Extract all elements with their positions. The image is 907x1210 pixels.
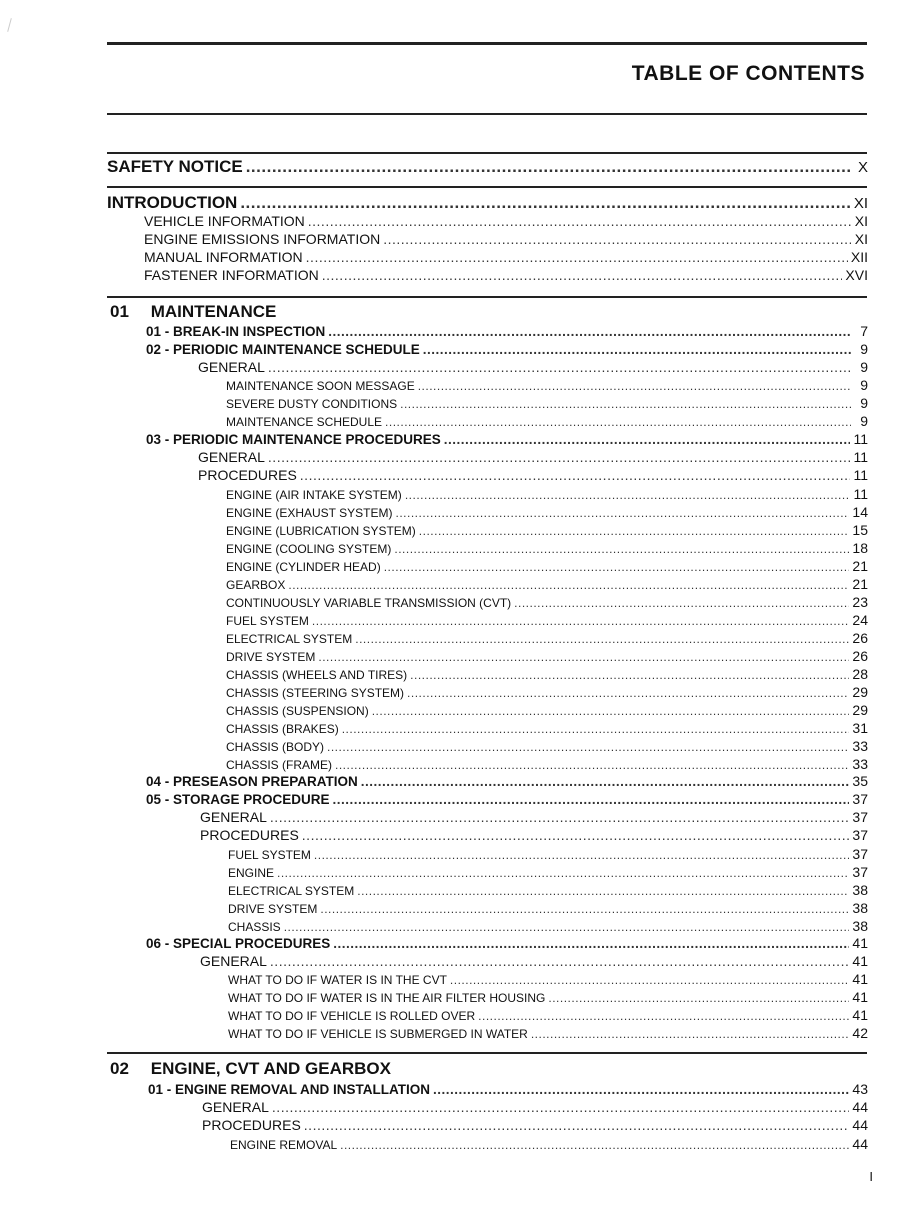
toc-entry[interactable] bbox=[226, 504, 868, 520]
entry-label: DRIVE SYSTEM bbox=[226, 650, 316, 664]
leader-dots bbox=[300, 467, 851, 483]
leader-dots bbox=[418, 379, 851, 393]
entry-page: 24 bbox=[852, 612, 868, 628]
entry-page: XI bbox=[854, 213, 868, 229]
leader-dots bbox=[240, 193, 850, 213]
section-rule bbox=[107, 152, 867, 154]
entry-label: INTRODUCTION bbox=[107, 193, 238, 212]
toc-entry[interactable] bbox=[226, 756, 868, 772]
leader-dots bbox=[328, 324, 851, 339]
chapter-heading-01[interactable] bbox=[110, 302, 276, 322]
leader-dots bbox=[423, 342, 851, 357]
entry-label: GENERAL bbox=[202, 1099, 269, 1115]
toc-entry[interactable] bbox=[226, 702, 868, 718]
leader-dots bbox=[531, 1027, 850, 1041]
toc-entry[interactable] bbox=[226, 630, 868, 646]
entry-label: CHASSIS (STEERING SYSTEM) bbox=[226, 686, 405, 700]
entry-label: ENGINE (LUBRICATION SYSTEM) bbox=[226, 524, 416, 538]
toc-entry-intro[interactable] bbox=[144, 213, 868, 229]
entry-label: CHASSIS bbox=[228, 920, 281, 934]
entry-page: XII bbox=[850, 249, 868, 265]
entry-page: 9 bbox=[860, 341, 868, 357]
toc-entry-safety-notice[interactable] bbox=[107, 157, 868, 177]
entry-label: CONTINUOUSLY VARIABLE TRANSMISSION (CVT) bbox=[226, 596, 512, 610]
entry-page: 33 bbox=[852, 738, 868, 754]
entry-label: CHASSIS (WHEELS AND TIRES) bbox=[226, 668, 408, 682]
leader-dots bbox=[277, 866, 849, 880]
entry-page: 21 bbox=[852, 576, 868, 592]
entry-page: 18 bbox=[852, 540, 868, 556]
entry-page: 9 bbox=[860, 413, 868, 429]
leader-dots bbox=[340, 1138, 849, 1152]
entry-page: 11 bbox=[853, 486, 868, 502]
entry-page: 37 bbox=[852, 846, 868, 862]
page-title: TABLE OF CONTENTS bbox=[631, 62, 865, 85]
chapter-rule bbox=[107, 296, 867, 298]
entry-page: 41 bbox=[852, 971, 868, 987]
entry-page: 31 bbox=[852, 720, 868, 736]
toc-entry[interactable] bbox=[228, 971, 868, 987]
entry-label: CHASSIS (SUSPENSION) bbox=[226, 704, 369, 718]
entry-page: 44 bbox=[852, 1099, 868, 1115]
leader-dots bbox=[410, 668, 849, 682]
entry-label: FUEL SYSTEM bbox=[228, 848, 311, 862]
entry-label: SEVERE DUSTY CONDITIONS bbox=[226, 397, 398, 411]
chapter-number: 02 bbox=[110, 1059, 129, 1078]
toc-entry[interactable] bbox=[226, 666, 868, 682]
entry-label: 04 - PRESEASON PREPARATION bbox=[146, 774, 358, 789]
entry-label: GENERAL bbox=[200, 809, 267, 825]
chapter-title: ENGINE, CVT AND GEARBOX bbox=[150, 1059, 391, 1078]
entry-page: 14 bbox=[852, 504, 868, 520]
header-rule-top bbox=[107, 42, 867, 45]
leader-dots bbox=[355, 632, 849, 646]
leader-dots bbox=[268, 449, 851, 465]
toc-entry[interactable] bbox=[198, 467, 868, 483]
toc-entry[interactable] bbox=[226, 486, 868, 502]
toc-entry[interactable] bbox=[146, 431, 868, 447]
leader-dots bbox=[383, 231, 851, 247]
leader-dots bbox=[312, 614, 850, 628]
toc-entry[interactable] bbox=[200, 953, 868, 969]
entry-page: 41 bbox=[852, 935, 868, 951]
toc-entry[interactable] bbox=[226, 395, 868, 411]
entry-label: ENGINE (AIR INTAKE SYSTEM) bbox=[226, 488, 402, 502]
entry-page: 15 bbox=[852, 522, 868, 538]
section-rule bbox=[107, 186, 867, 188]
leader-dots bbox=[372, 704, 850, 718]
leader-dots bbox=[444, 432, 851, 447]
leader-dots bbox=[284, 920, 850, 934]
leader-dots bbox=[318, 650, 849, 664]
entry-label: PROCEDURES bbox=[198, 467, 297, 483]
entry-label: 02 - PERIODIC MAINTENANCE SCHEDULE bbox=[146, 342, 420, 357]
entry-page: XVI bbox=[845, 267, 868, 283]
leader-dots bbox=[335, 758, 849, 772]
toc-entry[interactable] bbox=[202, 1117, 868, 1133]
toc-entry[interactable] bbox=[226, 540, 868, 556]
entry-page: 26 bbox=[852, 630, 868, 646]
entry-label: 03 - PERIODIC MAINTENANCE PROCEDURES bbox=[146, 432, 441, 447]
scan-mark bbox=[7, 18, 12, 32]
leader-dots bbox=[246, 157, 851, 177]
entry-page: 11 bbox=[853, 431, 868, 447]
toc-entry[interactable] bbox=[228, 900, 868, 916]
toc-entry[interactable] bbox=[198, 449, 868, 465]
leader-dots bbox=[407, 686, 849, 700]
entry-page: 28 bbox=[852, 666, 868, 682]
entry-label: ENGINE EMISSIONS INFORMATION bbox=[144, 231, 381, 247]
entry-label: ELECTRICAL SYSTEM bbox=[228, 884, 355, 898]
leader-dots bbox=[433, 1082, 849, 1097]
entry-label: WHAT TO DO IF VEHICLE IS ROLLED OVER bbox=[228, 1009, 476, 1023]
leader-dots bbox=[514, 596, 849, 610]
toc-entry[interactable] bbox=[202, 1099, 868, 1115]
leader-dots bbox=[548, 991, 849, 1005]
leader-dots bbox=[478, 1009, 849, 1023]
toc-entry[interactable] bbox=[226, 684, 868, 700]
toc-entry[interactable] bbox=[148, 1081, 868, 1097]
leader-dots bbox=[322, 267, 843, 283]
entry-label: MAINTENANCE SCHEDULE bbox=[226, 415, 383, 429]
entry-page: X bbox=[857, 159, 868, 176]
entry-label: ENGINE (EXHAUST SYSTEM) bbox=[226, 506, 393, 520]
entry-page: 23 bbox=[852, 594, 868, 610]
entry-label: GEARBOX bbox=[226, 578, 286, 592]
toc-entry[interactable] bbox=[146, 773, 868, 789]
leader-dots bbox=[270, 953, 850, 969]
toc-entry[interactable] bbox=[226, 558, 868, 574]
toc-entry[interactable] bbox=[146, 935, 868, 951]
leader-dots bbox=[314, 848, 850, 862]
entry-label: GENERAL bbox=[198, 359, 265, 375]
entry-page: 21 bbox=[852, 558, 868, 574]
chapter-number: 01 bbox=[110, 302, 129, 321]
entry-page: 11 bbox=[853, 467, 868, 483]
entry-label: SAFETY NOTICE bbox=[107, 157, 243, 176]
entry-label: 01 - ENGINE REMOVAL AND INSTALLATION bbox=[148, 1082, 431, 1097]
entry-label: FASTENER INFORMATION bbox=[144, 267, 319, 283]
entry-page: 43 bbox=[852, 1081, 868, 1097]
toc-entry[interactable] bbox=[226, 413, 868, 429]
entry-page: 38 bbox=[852, 918, 868, 934]
entry-page: 41 bbox=[852, 953, 868, 969]
entry-page: 44 bbox=[852, 1117, 868, 1133]
leader-dots bbox=[268, 359, 851, 375]
leader-dots bbox=[333, 792, 850, 807]
entry-label: 06 - SPECIAL PROCEDURES bbox=[146, 936, 331, 951]
entry-page: 41 bbox=[852, 1007, 868, 1023]
entry-label: GENERAL bbox=[198, 449, 265, 465]
entry-page: 11 bbox=[853, 449, 868, 465]
entry-label: ELECTRICAL SYSTEM bbox=[226, 632, 353, 646]
entry-page: 26 bbox=[852, 648, 868, 664]
entry-page: 33 bbox=[852, 756, 868, 772]
toc-entry[interactable] bbox=[200, 827, 868, 843]
toc-entry[interactable] bbox=[226, 576, 868, 592]
leader-dots bbox=[361, 774, 850, 789]
leader-dots bbox=[270, 809, 850, 825]
leader-dots bbox=[327, 740, 849, 754]
entry-label: PROCEDURES bbox=[200, 827, 299, 843]
toc-entry[interactable] bbox=[228, 1007, 868, 1023]
leader-dots bbox=[419, 524, 850, 538]
toc-entry[interactable] bbox=[228, 989, 868, 1005]
entry-label: 05 - STORAGE PROCEDURE bbox=[146, 792, 330, 807]
entry-label: 01 - BREAK-IN INSPECTION bbox=[146, 324, 326, 339]
entry-label: VEHICLE INFORMATION bbox=[144, 213, 305, 229]
page-number: I bbox=[869, 1169, 873, 1184]
leader-dots bbox=[320, 902, 849, 916]
entry-label: MANUAL INFORMATION bbox=[144, 249, 303, 265]
entry-page: 41 bbox=[852, 989, 868, 1005]
leader-dots bbox=[306, 249, 848, 265]
entry-page: 37 bbox=[852, 827, 868, 843]
entry-label: FUEL SYSTEM bbox=[226, 614, 309, 628]
entry-page: 9 bbox=[860, 359, 868, 375]
entry-page: 38 bbox=[852, 882, 868, 898]
toc-entry[interactable] bbox=[226, 594, 868, 610]
entry-label: CHASSIS (BRAKES) bbox=[226, 722, 339, 736]
entry-label: GENERAL bbox=[200, 953, 267, 969]
leader-dots bbox=[395, 506, 849, 520]
header-rule-bottom bbox=[107, 113, 867, 115]
leader-dots bbox=[333, 936, 849, 951]
leader-dots bbox=[450, 973, 850, 987]
entry-page: 29 bbox=[852, 702, 868, 718]
entry-page: 37 bbox=[852, 864, 868, 880]
toc-entry[interactable] bbox=[226, 612, 868, 628]
toc-entry-intro[interactable] bbox=[144, 267, 868, 283]
entry-page: 29 bbox=[852, 684, 868, 700]
toc-entry[interactable] bbox=[226, 648, 868, 664]
leader-dots bbox=[308, 213, 851, 229]
toc-entry[interactable] bbox=[146, 341, 868, 357]
entry-label: PROCEDURES bbox=[202, 1117, 301, 1133]
toc-entry[interactable] bbox=[198, 359, 868, 375]
toc-entry[interactable] bbox=[228, 882, 868, 898]
entry-label: ENGINE REMOVAL bbox=[230, 1138, 338, 1152]
toc-entry[interactable] bbox=[226, 377, 868, 393]
toc-entry[interactable] bbox=[146, 323, 868, 339]
entry-page: 7 bbox=[860, 323, 868, 339]
leader-dots bbox=[342, 722, 850, 736]
entry-label: ENGINE bbox=[228, 866, 275, 880]
toc-entry[interactable] bbox=[226, 720, 868, 736]
leader-dots bbox=[384, 560, 850, 574]
entry-page: XI bbox=[854, 231, 868, 247]
toc-entry[interactable] bbox=[230, 1136, 868, 1152]
toc-entry[interactable] bbox=[228, 1025, 868, 1041]
entry-page: 44 bbox=[852, 1136, 868, 1152]
entry-label: WHAT TO DO IF WATER IS IN THE AIR FILTER HOUSING bbox=[228, 991, 546, 1005]
chapter-rule bbox=[107, 1052, 867, 1054]
entry-page: 37 bbox=[852, 791, 868, 807]
entry-page: 35 bbox=[852, 773, 868, 789]
leader-dots bbox=[385, 415, 851, 429]
entry-label: CHASSIS (BODY) bbox=[226, 740, 325, 754]
toc-entry-intro[interactable] bbox=[144, 231, 868, 247]
entry-page: 9 bbox=[860, 377, 868, 393]
entry-label: WHAT TO DO IF VEHICLE IS SUBMERGED IN WATER bbox=[228, 1027, 528, 1041]
leader-dots bbox=[288, 578, 849, 592]
toc-entry[interactable] bbox=[226, 738, 868, 754]
leader-dots bbox=[400, 397, 851, 411]
leader-dots bbox=[394, 542, 849, 556]
entry-label: WHAT TO DO IF WATER IS IN THE CVT bbox=[228, 973, 447, 987]
entry-page: 38 bbox=[852, 900, 868, 916]
chapter-heading-02[interactable] bbox=[110, 1059, 391, 1079]
leader-dots bbox=[304, 1117, 850, 1133]
entry-label: DRIVE SYSTEM bbox=[228, 902, 318, 916]
entry-label: ENGINE (CYLINDER HEAD) bbox=[226, 560, 381, 574]
entry-page: 42 bbox=[852, 1025, 868, 1041]
chapter-title: MAINTENANCE bbox=[150, 302, 277, 321]
entry-page: 37 bbox=[852, 809, 868, 825]
toc-entry[interactable] bbox=[146, 791, 868, 807]
toc-entry[interactable] bbox=[228, 864, 868, 880]
toc-entry[interactable] bbox=[228, 918, 868, 934]
toc-entry[interactable] bbox=[228, 846, 868, 862]
entry-page: XI bbox=[853, 195, 868, 212]
toc-entry-intro[interactable] bbox=[144, 249, 868, 265]
entry-label: CHASSIS (FRAME) bbox=[226, 758, 333, 772]
toc-entry[interactable] bbox=[226, 522, 868, 538]
leader-dots bbox=[357, 884, 849, 898]
entry-page: 9 bbox=[860, 395, 868, 411]
toc-entry-introduction[interactable] bbox=[107, 193, 868, 213]
toc-entry[interactable] bbox=[200, 809, 868, 825]
entry-label: ENGINE (COOLING SYSTEM) bbox=[226, 542, 392, 556]
leader-dots bbox=[302, 827, 850, 843]
entry-label: MAINTENANCE SOON MESSAGE bbox=[226, 379, 415, 393]
leader-dots bbox=[272, 1099, 850, 1115]
leader-dots bbox=[405, 488, 851, 502]
